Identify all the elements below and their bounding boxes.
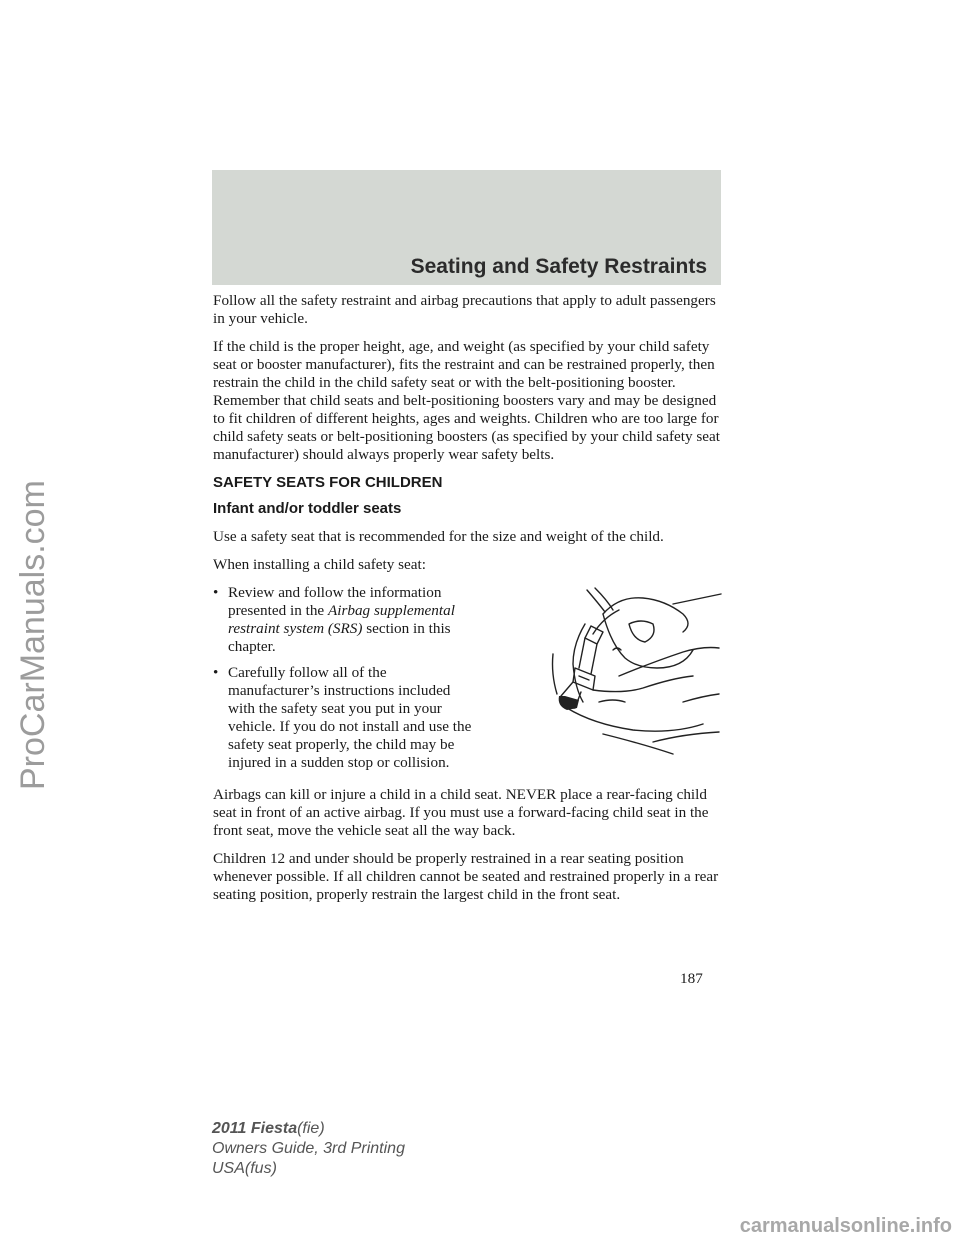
bottom-watermark: carmanualsonline.info <box>739 1215 952 1237</box>
child-seat-buckle-illustration <box>533 584 723 759</box>
section-header-band <box>212 170 721 285</box>
paragraph-proper-height: If the child is the proper height, age, and weight (as specified by your child safety seat or booster manufacturer), fits the restraint and can be restrained properly, then restrain the child in the child safety seat or with the belt-positioning booster. Remember that child seats and belt-positioning boosters vary and may be designed to fit children of different heights, ages and weights. Children who are too large for child safety seats or belt-positioning boosters (as specified by your child safety seat manufacturer) should always properly wear safety belts. <box>213 338 720 463</box>
page-content <box>213 292 723 914</box>
market-code: (fus) <box>244 1160 277 1177</box>
model-name: 2011 Fiesta <box>212 1120 298 1137</box>
model-code: (fie) <box>297 1120 325 1137</box>
bullet-block <box>213 584 723 778</box>
page-number: 187 <box>680 970 703 987</box>
side-watermark: ProCarManuals.com <box>14 480 52 790</box>
paragraph-children-rear-seating: Children 12 and under should be properly restrained in a rear seating position whenever possible. If all children cannot be seated and restrained properly in a rear seating position, properly restrain the largest child in the front seat. <box>213 850 719 903</box>
bullet-text: Carefully follow all of the manufacturer’s instructions included with the safety seat you put in your vehicle. If you do not install and use the safety seat properly, the child may be injured in a sudden stop or collision. <box>228 664 472 771</box>
bullet-text-end: section in this chapter. <box>228 620 451 655</box>
list-item <box>213 664 475 772</box>
section-heading: SAFETY SEATS FOR CHILDREN <box>213 474 443 491</box>
bullet-dot-icon: • <box>213 584 219 601</box>
market-name: USA <box>212 1160 245 1177</box>
document-info <box>212 1119 405 1179</box>
paragraph-precautions: Follow all the safety restraint and airbag precautions that apply to adult passengers in your vehicle. <box>213 292 716 327</box>
paragraph-when-installing: When installing a child safety seat: <box>213 556 426 573</box>
bullet-list <box>213 584 475 772</box>
airbag-srs-reference: Airbag supplemental restraint system (SRS) <box>228 602 455 637</box>
bullet-text: Review and follow the information presented in the <box>228 584 442 619</box>
paragraph-recommended-seat: Use a safety seat that is recommended for the size and weight of the child. <box>213 528 664 545</box>
paragraph-airbag-warning: Airbags can kill or injure a child in a child seat. NEVER place a rear-facing child seat in front of an active airbag. If you must use a forward-facing child seat in the front seat, move the vehicle seat all the way back. <box>213 786 709 839</box>
section-title: Seating and Safety Restraints <box>410 255 707 278</box>
sub-heading: Infant and/or toddler seats <box>213 500 402 517</box>
list-item <box>213 584 475 656</box>
bullet-dot-icon: • <box>213 664 219 681</box>
guide-edition: Owners Guide, 3rd Printing <box>212 1140 405 1157</box>
